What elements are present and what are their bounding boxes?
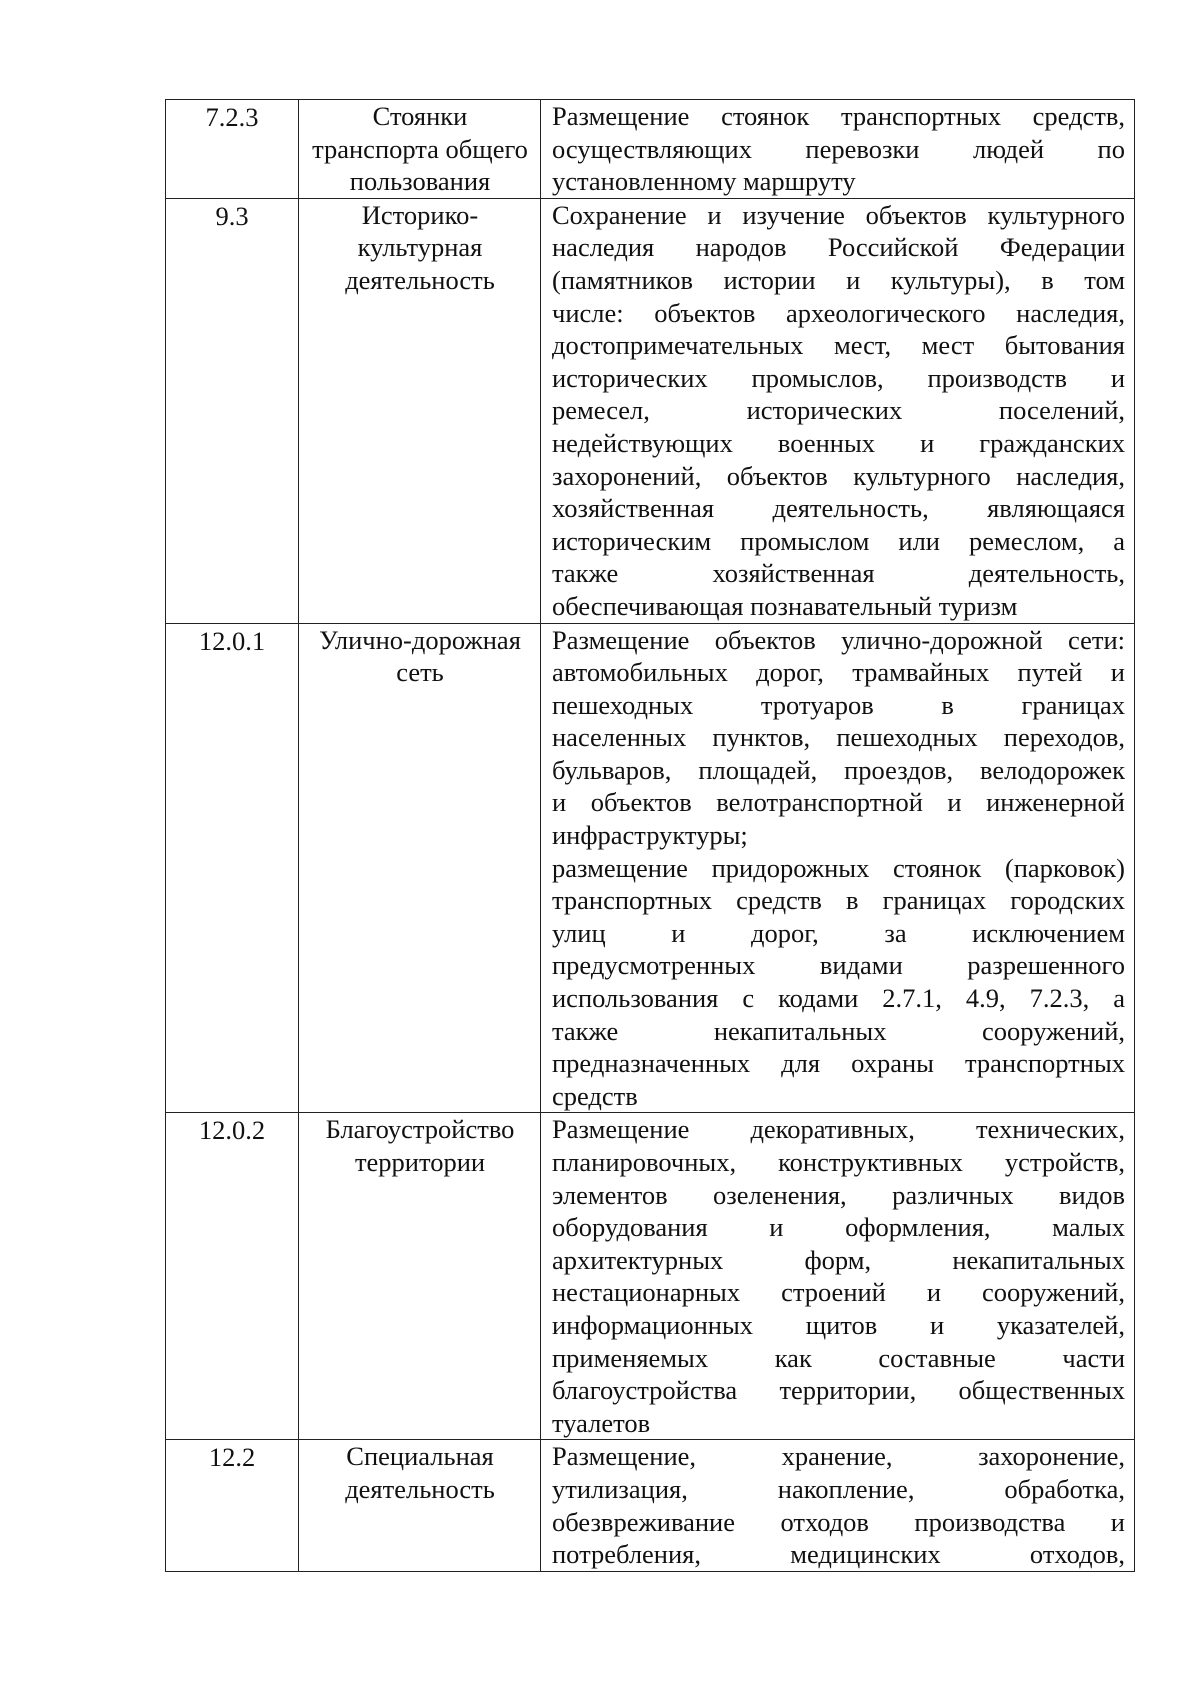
use-description-line: хозяйственная деятельность, являющаяся: [552, 493, 1125, 524]
use-name-line: Благоустройство: [325, 1114, 515, 1145]
use-description-line: архитектурных форм, некапитальных: [552, 1244, 1125, 1275]
use-description-line: бульваров, площадей, проездов, велодорожек: [552, 754, 1125, 785]
use-description-line: нестационарных строений и сооружений,: [552, 1277, 1125, 1308]
use-description-line: использования с кодами 2.7.1, 4.9, 7.2.3, а: [552, 983, 1125, 1014]
use-description-line: Размещение объектов улично-дорожной сети:: [552, 624, 1125, 655]
use-description-line: улиц и дорог, за исключением: [552, 917, 1125, 948]
use-description-line: (памятников истории и культуры), в том: [552, 264, 1125, 295]
use-description-cell: [541, 1440, 1135, 1571]
use-name-line: Улично-дорожная: [319, 624, 521, 655]
use-description-line: средств: [552, 1080, 638, 1111]
use-name-cell: [299, 1113, 541, 1440]
use-name-cell: [299, 1440, 541, 1571]
use-description-line: предназначенных для охраны транспортных: [552, 1048, 1125, 1079]
use-name-line: территории: [354, 1147, 486, 1177]
use-description-line: обезвреживание отходов производства и: [552, 1506, 1125, 1537]
use-code-cell: 12.0.2: [166, 1113, 299, 1440]
use-name-cell: [299, 100, 541, 199]
use-description-line: числе: объектов археологического наследия,: [552, 297, 1125, 328]
use-description-line: благоустройства территории, общественных: [552, 1375, 1125, 1406]
use-description-line: автомобильных дорог, трамвайных путей и: [552, 657, 1125, 688]
use-description-line: также некапитальных сооружений,: [552, 1015, 1125, 1046]
use-description-line: Размещение стоянок транспортных средств,: [552, 101, 1125, 131]
use-description-line: применяемых как составные части: [552, 1342, 1125, 1373]
land-use-table: [165, 99, 1135, 1572]
use-name-line: транспорта общего: [312, 133, 528, 164]
use-description-cell: [541, 100, 1135, 199]
use-description-line: туалетов: [552, 1407, 651, 1438]
use-description-line: населенных пунктов, пешеходных переходов,: [552, 722, 1125, 753]
use-name-line: Историко-: [361, 199, 479, 230]
table-row: [166, 623, 1135, 1113]
use-description-line: историческим промыслом или ремеслом, а: [552, 525, 1125, 556]
use-code-cell: 9.3: [166, 198, 299, 623]
use-description-cell: [541, 623, 1135, 1113]
use-name-line: Стоянки: [372, 101, 468, 131]
table-row: [166, 1440, 1135, 1571]
use-name-line: пользования: [349, 166, 491, 197]
use-description-line: также хозяйственная деятельность,: [552, 558, 1125, 589]
use-description-line: предусмотренных видами разрешенного: [552, 950, 1125, 981]
use-code-cell: 12.2: [166, 1440, 299, 1571]
use-description-line: исторических промыслов, производств и: [552, 362, 1125, 393]
use-description-line: установленному маршруту: [552, 166, 856, 197]
use-description-line: информационных щитов и указателей,: [552, 1309, 1125, 1340]
table-body: [166, 100, 1135, 1572]
use-description-line: захоронений, объектов культурного наследия,: [552, 460, 1125, 491]
use-description-line: ремесел, исторических поселений,: [552, 395, 1125, 426]
use-description-line: размещение придорожных стоянок (парковок): [552, 852, 1125, 883]
use-name-line: сеть: [396, 657, 444, 688]
use-description-line: Размещение, хранение, захоронение,: [552, 1441, 1125, 1472]
use-description-line: элементов озеленения, различных видов: [552, 1179, 1125, 1210]
use-description-line: Сохранение и изучение объектов культурного: [552, 199, 1125, 230]
use-name-line: деятельность: [345, 264, 495, 295]
use-name-line: Специальная: [346, 1441, 494, 1472]
table-row: [166, 100, 1135, 199]
use-description-line: осуществляющих перевозки людей по: [552, 133, 1125, 164]
use-code-cell: 12.0.1: [166, 623, 299, 1113]
use-description-cell: [541, 198, 1135, 623]
use-description-line: утилизация, накопление, обработка,: [552, 1473, 1125, 1504]
use-description-line: наследия народов Российской Федерации: [552, 232, 1125, 263]
use-description-line: обеспечивающая познавательный туризм: [552, 590, 1018, 621]
use-description-line: оборудования и оформления, малых: [552, 1212, 1125, 1243]
use-description-line: транспортных средств в границах городских: [552, 885, 1125, 916]
use-name-line: деятельность: [345, 1473, 495, 1504]
use-description-line: достопримечательных мест, мест бытования: [552, 330, 1125, 361]
use-description-cell: [541, 1113, 1135, 1440]
use-name-cell: [299, 623, 541, 1113]
use-description-line: потребления, медицинских отходов,: [552, 1539, 1125, 1570]
use-code-cell: 7.2.3: [166, 100, 299, 199]
table-row: [166, 198, 1135, 623]
table-row: [166, 1113, 1135, 1440]
use-description-line: недействующих военных и гражданских: [552, 427, 1125, 458]
use-name-line: культурная: [357, 232, 483, 263]
use-description-line: планировочных, конструктивных устройств,: [552, 1147, 1125, 1177]
use-description-line: и объектов велотранспортной и инженерной: [552, 787, 1125, 818]
use-name-cell: [299, 198, 541, 623]
use-description-line: пешеходных тротуаров в границах: [552, 689, 1125, 720]
use-description-line: инфраструктуры;: [552, 820, 748, 851]
use-description-line: Размещение декоративных, технических,: [552, 1114, 1125, 1145]
